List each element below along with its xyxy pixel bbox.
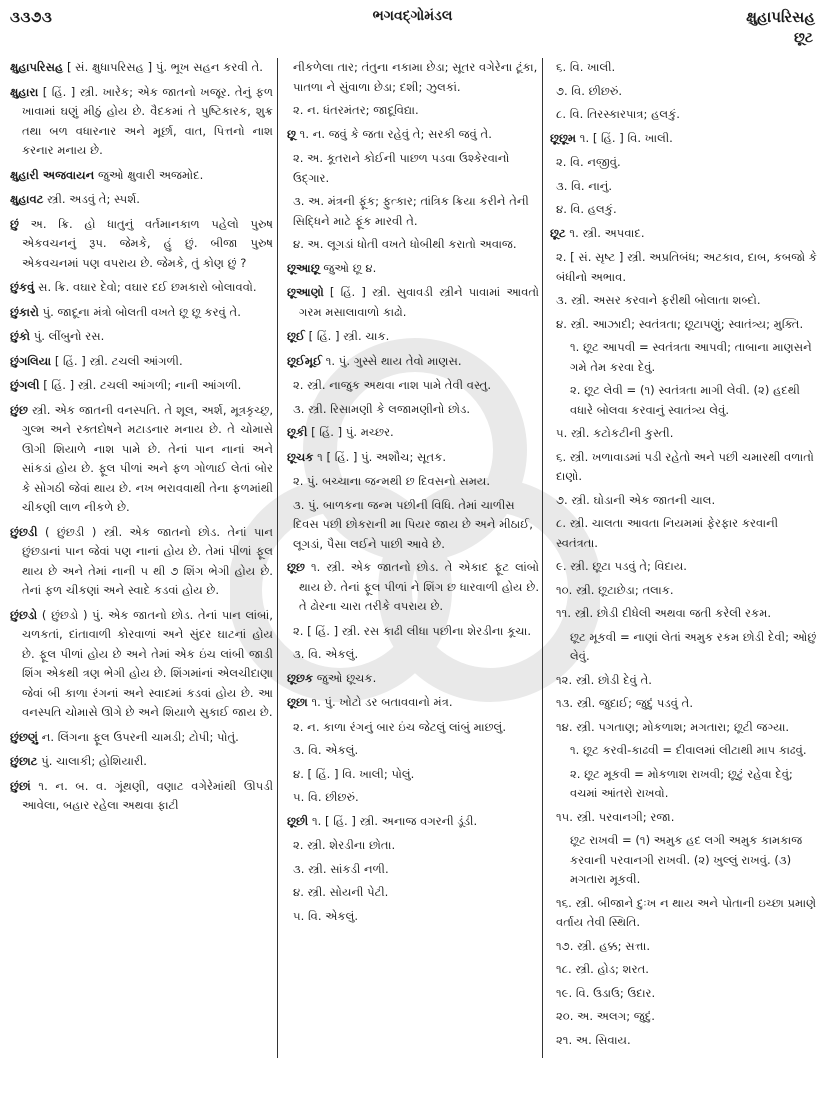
dictionary-entry bbox=[10, 352, 273, 372]
definition-text: અ. ક્રિ. હો ધાતુનું વર્તમાનકાળ પહેલો પુરુષ એકવચનનું રૂપ. જેમકે, હું છું. બીજા પુરુષ એકવચનમાં પણ વપરાય છે. જેમકે, તું કોણ છું ? bbox=[22, 216, 274, 270]
headword: ક્ષુહારી અજવાયન bbox=[10, 167, 95, 182]
definition-text: ૧. સ્ત્રી. એક જાતનો છોડ. તે એકાદ ફૂટ લાંબો થાય છે. તેનાં ફૂલ પીળાં ને શિંગ છ ધારવાળી હોય છે. તે ઢોરના ચારા તરીકે વપરાય છે. bbox=[299, 560, 539, 613]
dictionary-entry bbox=[10, 376, 273, 396]
definition-text: પું. લીંબુનો રસ. bbox=[33, 329, 105, 343]
book-title: ભગવદ્ગોમંડલ bbox=[372, 8, 453, 24]
headword: છુંછાટ bbox=[10, 754, 38, 768]
definition-text: ૫. વિ. એકલું. bbox=[293, 908, 359, 923]
sense-line bbox=[550, 315, 818, 335]
sense-line bbox=[287, 376, 539, 396]
definition-text: ૧. [ હિં. ] વિ. ખાલી. bbox=[579, 130, 673, 145]
sense-line bbox=[287, 788, 539, 808]
headword: છુંકો bbox=[10, 329, 31, 343]
definition-text: ૧. ન. જવું કે જતા રહેવું તે; સરકી જવું તે. bbox=[299, 126, 492, 141]
definition-text: [ હિં. ] સ્ત્રી. ખારેક; એક જાતનો ખજૂર. તેનું ફળ ખાવામાં ઘણું મીઠું હોય છે. વૈદકમાં તે પુષ્ટિકારક, શુક્ર તથા બળ વધારનાર અને મૂર્છા, વાત, પિત્તનો નાશ કરનાર મનાય છે. bbox=[22, 84, 274, 157]
dictionary-entry bbox=[10, 401, 273, 518]
sense-line bbox=[550, 694, 818, 714]
sense-line bbox=[550, 82, 818, 102]
headword: છૂછા bbox=[287, 695, 308, 709]
definition-text: [ હિં. ] પું. મચ્છર. bbox=[311, 425, 394, 439]
definition-text: ૨૦. અ. અલગ; જુદું. bbox=[556, 1009, 655, 1023]
definition-text: ૬. સ્ત્રી. ખળાવાડમાં પડી રહેતો અને પછી ચમારથી વળાતો દાણો. bbox=[556, 449, 814, 483]
dictionary-entry bbox=[287, 327, 539, 347]
definition-text: ૧૬. સ્ત્રી. બીજાને દુઃખ ન થાય અને પોતાની ઇચ્છા પ્રમાણે વર્તાય તેવી સ્થિતિ. bbox=[556, 895, 817, 929]
definition-text: ( છુંછડી ) સ્ત્રી. એક જાતનો છોડ. તેનાં પાન છુંછડાનાં પાન જેવાં પણ નાનાં હોય છે. તેમાં પીળાં ફૂલ થાય છે અને તેમાં નાની ૫ થી ૭ શિંગ ભેગી હોય છે. તેનાં ફળ ચીકણાં અને સ્વાદે કડવાં હોય છે. bbox=[22, 524, 274, 597]
sense-line bbox=[287, 741, 539, 761]
headword: છુંગલી bbox=[10, 378, 40, 392]
definition-text: જુઓ છૂ ૪. bbox=[323, 260, 377, 275]
idiom-line bbox=[550, 381, 818, 420]
headword: છૂછી bbox=[287, 813, 309, 828]
definition-text: [ હિં. ] સ્ત્રી. ચાક. bbox=[308, 329, 390, 343]
definition-text: જુઓ છૂચક. bbox=[316, 670, 377, 685]
headword: છૂછૂમ bbox=[550, 130, 577, 145]
definition-text: ન. લિંગના ફૂલ ઉપરની ચામડી; ટોપી; પોતું. bbox=[41, 729, 239, 744]
dictionary-entry bbox=[10, 58, 273, 78]
definition-text: ૧૦. સ્ત્રી. છૂટાછેડા; તલાક. bbox=[556, 582, 674, 597]
definition-text: ૨. છૂટ લેવી = (૧) સ્વતંત્રતા માગી લેવી. (૨) હદથી વધારે બોલવા કરવાનું સ્વાતંત્ર્ય લેવું. bbox=[570, 383, 800, 417]
idiom-line bbox=[550, 338, 818, 377]
definition-text: ૨. ન. કાળા રંગનું બાર ઇંચ જેટલું લાંબું માછલું. bbox=[293, 719, 507, 734]
guide-word-first: ક્ષુહાપરિસહ bbox=[746, 8, 815, 26]
definition-text: ૩. વિ. એકલું. bbox=[293, 647, 359, 661]
dictionary-entry bbox=[287, 669, 539, 689]
definition-text: [ હિં. ] સ્ત્રી. સુવાવડી સ્ત્રીને પાવામાં આવતો ગરમ મસાલાવાળો કાઢો. bbox=[299, 285, 540, 319]
dictionary-entry bbox=[10, 83, 273, 161]
dictionary-entry bbox=[287, 259, 539, 279]
definition-text: ૪. સ્ત્રી. સોયની પેટી. bbox=[293, 885, 389, 899]
sense-line bbox=[287, 765, 539, 785]
definition-text: ૭. સ્ત્રી. ઘોડાની એક જાતની ચાલ. bbox=[556, 492, 716, 507]
sense-line bbox=[550, 514, 818, 553]
idiom-line bbox=[550, 741, 818, 761]
sense-line bbox=[550, 581, 818, 601]
definition-text: ૧૮. સ્ત્રી. હોડ; શરત. bbox=[556, 962, 649, 976]
sense-line bbox=[550, 105, 818, 125]
headword: છૂચક bbox=[287, 449, 314, 464]
definition-text: ૩. અ. મંત્રની ફૂંક; ફુત્કાર; તાંત્રિક ક્રિયા કરીને તેની સિદ્ધિને માટે ફૂંક મારવી તે. bbox=[293, 194, 529, 228]
dictionary-entry bbox=[287, 125, 539, 145]
dictionary-entry bbox=[287, 283, 539, 322]
sense-line bbox=[287, 235, 539, 255]
headword: છૂઈ bbox=[287, 329, 305, 343]
dictionary-entry bbox=[10, 278, 273, 298]
definition-text: છૂટ રાખવી = (૧) અમુક હદ લગી અમુક કામકાજ કરવાની પરવાનગી રાખવી. (૨) ખુલ્લું રાખવું. (૩) મગતારા મૂકવી. bbox=[570, 833, 803, 886]
definition-text: ૨. અ. કૂતરાને કોઈની પાછળ પડવા ઉશ્કેરવાનો ઉદ્ગાર. bbox=[293, 151, 510, 185]
definition-text: ૩. વિ. નાનું. bbox=[556, 178, 613, 193]
definition-text: ૨. સ્ત્રી. નાજુક અથવા નાશ પામે તેવી વસ્તુ. bbox=[293, 378, 492, 392]
sense-line bbox=[550, 557, 818, 577]
sense-line bbox=[550, 200, 818, 220]
idiom-line bbox=[550, 628, 818, 667]
definition-text: ૮. સ્ત્રી. ચાલતા આવતા નિયમમાં ફેરફાર કરવાની સ્વતંત્રતા. bbox=[556, 516, 779, 550]
sense-line bbox=[287, 836, 539, 856]
definition-text: [ સં. ક્ષુધાપરિસહ ] પું. ભૂખ સહન કરવી તે. bbox=[66, 60, 263, 74]
definition-text: ૪. અ. લૂગડાં ધોતી વખતે ધોબીથી કરાતો અવાજ. bbox=[293, 237, 517, 251]
headword: છૂઆછૂ bbox=[287, 260, 320, 275]
definition-text: ૧૧. સ્ત્રી. છોડી દીધેલી અથવા જતી કરેલી રકમ. bbox=[556, 606, 772, 620]
sense-line bbox=[287, 907, 539, 927]
sense-line bbox=[550, 937, 818, 957]
definition-text: ૧૯. વિ. ઉડાઉ; ઉદાર. bbox=[556, 985, 656, 1000]
dictionary-entry bbox=[10, 190, 273, 210]
idiom-line bbox=[550, 831, 818, 890]
column-divider bbox=[277, 58, 278, 1058]
definition-text: ૧૩. સ્ત્રી. જુદાઈ; જુદું પડવું તે. bbox=[556, 696, 694, 710]
sense-line bbox=[550, 1007, 818, 1027]
dictionary-entry bbox=[550, 129, 818, 149]
sense-line bbox=[287, 622, 539, 642]
definition-text: ( છુંછડો ) પું. એક જાતનો છોડ. તેનાં પાન લાંબાં, ચળકતાં, દાંતાવાળી કોરવાળાં અને સુંદર ઘાટનાં હોય છે. ફૂલ પીળાં હોય છે અને તેમાં એક ઇંચ લાંબી જાડી શિંગ એકથી ત્રણ ભેગી હોય છે. શિંગમાંનાં એલચીદાણા જેવાં બી કાળા રંગનાં અને સ્વાદમાં કડવાં હોય છે. આ વનસ્પતિ ચોમાસે ઊગે છે અને શિયાળે સુકાઈ જાય છે. bbox=[22, 607, 273, 719]
sense-line bbox=[287, 149, 539, 188]
column-3 bbox=[550, 58, 818, 1054]
definition-text: ૨. પું. બચ્ચાના જન્મથી છ દિવસનો સમય. bbox=[293, 474, 491, 488]
sense-line bbox=[287, 192, 539, 231]
definition-text: ૨. વિ. નજીવું. bbox=[556, 155, 621, 169]
definition-text: ૧. સ્ત્રી. અપવાદ. bbox=[569, 225, 645, 240]
definition-text: ૨૧. અ. સિવાય. bbox=[556, 1032, 631, 1047]
definition-text: ૧૫. સ્ત્રી. પરવાનગી; રજા. bbox=[556, 809, 675, 824]
sense-line bbox=[550, 894, 818, 933]
headword: છૂછક bbox=[287, 670, 314, 685]
definition-text: [ હિં. ] સ્ત્રી. ટચલી આંગળી. bbox=[54, 353, 183, 368]
definition-text: ૫. વિ. છીછરું. bbox=[293, 790, 359, 804]
dictionary-entry bbox=[10, 523, 273, 601]
sense-line bbox=[287, 472, 539, 492]
sense-line bbox=[287, 645, 539, 665]
dictionary-entry bbox=[10, 327, 273, 347]
definition-text: ૩. સ્ત્રી. સાંકડી નળી. bbox=[293, 861, 389, 876]
sense-line bbox=[287, 496, 539, 555]
sense-line bbox=[550, 58, 818, 78]
dictionary-entry bbox=[287, 448, 539, 468]
sense-line bbox=[550, 153, 818, 173]
dictionary-entry bbox=[287, 693, 539, 713]
dictionary-entry bbox=[10, 606, 273, 723]
definition-text: ૧૨. સ્ત્રી. છોડી દેવું તે. bbox=[556, 672, 652, 687]
definition-text: ૧. ન. બ. વ. ગૂંથણી, વણાટ વગેરેમાંથી ઊપડી આવેલા, બહાર રહેલા અથવા ફાટી bbox=[22, 778, 274, 812]
dictionary-entry bbox=[10, 215, 273, 274]
definition-text: ૧. છૂટ આપવી = સ્વતંત્રતા આપવી; તાબાના માણસને ગમે તેમ કરવા દેવું. bbox=[570, 340, 812, 374]
page-header bbox=[0, 0, 825, 52]
dictionary-entry bbox=[287, 812, 539, 832]
definition-text: છૂટ મૂકવી = નાણાં લેતાં અમુક રકમ છોડી દેવી; ઓછું લેવું. bbox=[570, 629, 817, 663]
dictionary-entry bbox=[10, 728, 273, 748]
definition-text: ૩. પું. બાળકના જન્મ પછીની વિધિ. તેમાં ચાળીસ દિવસ પછી છોકરાની મા પિયર જાય છે અને મીઠાઈ, લૂગડાં, પૈસા લઈને પાછી આવે છે. bbox=[293, 497, 533, 551]
definition-text: ૭. વિ. છીછરું. bbox=[556, 83, 623, 98]
guide-word-last: છૂટ bbox=[794, 30, 813, 46]
definition-text: ૨. [ સં. સૃષ્ટ ] સ્ત્રી. અપ્રતિબંધ; અટકાવ, દાબ, કબજો કે બંધીનો અભાવ. bbox=[556, 250, 817, 284]
headword: છુંકવું bbox=[10, 280, 35, 294]
page-number: ૩૩૭૩ bbox=[10, 8, 53, 26]
definition-text: જુઓ ક્ષુવારી અજમોદ. bbox=[97, 167, 204, 182]
definition-text: ૩. વિ. એકલું. bbox=[293, 743, 359, 757]
sense-line bbox=[550, 984, 818, 1004]
sense-line bbox=[287, 860, 539, 880]
sense-line bbox=[550, 718, 818, 738]
definition-text: ૯. સ્ત્રી. છૂટા પડવું તે; વિદાય. bbox=[556, 559, 687, 573]
headword: છૂ bbox=[287, 126, 296, 141]
dictionary-entry bbox=[287, 558, 539, 617]
definition-text: ૨. સ્ત્રી. શેરડીના છોતા. bbox=[293, 838, 396, 852]
definition-text: ૨. છૂટ મૂકવી = મોકળાશ રાખવી; છૂટું રહેવા દેવું; વચમાં આંતરો રાખવો. bbox=[570, 766, 793, 800]
headword: છુંછડી bbox=[10, 524, 38, 539]
dictionary-entry bbox=[10, 752, 273, 772]
idiom-line bbox=[550, 765, 818, 804]
definition-text: ૧૭. સ્ત્રી. હક્ક; સત્તા. bbox=[556, 938, 651, 953]
sense-line bbox=[550, 808, 818, 828]
definition-text: ૧. પું. ખોટો ડર બતાવવાનો મંત્ર. bbox=[311, 695, 453, 709]
definition-text: ૮. વિ. તિરસ્કારપાત્ર; હલકું. bbox=[556, 107, 680, 121]
definition-text: નીકળેલા તાર; તંતુના નકામા છેડા; સૂતર વગેરેના ટૂંકા, પાતળા ને સુંવાળા છેડા; દશી; ઝુલકાં. bbox=[293, 60, 538, 94]
definition-text: ૪. [ હિં. ] વિ. ખાલી; પોલું. bbox=[293, 766, 415, 781]
definition-text: ૩. સ્ત્રી. રિસામણી કે લજામણીનો છોડ. bbox=[293, 401, 471, 416]
sense-line bbox=[550, 177, 818, 197]
column-1 bbox=[10, 58, 273, 821]
headword: છૂઈમૂઈ bbox=[287, 353, 323, 368]
sense-line bbox=[550, 1031, 818, 1051]
sense-line bbox=[287, 101, 539, 121]
sense-line bbox=[550, 248, 818, 287]
definition-text: ૪. સ્ત્રી. આઝાદી; સ્વતંત્રતા; છૂટાપણું; સ્વાતંત્ર્ય; મુક્તિ. bbox=[556, 316, 804, 331]
definition-text: [ હિં. ] સ્ત્રી. ટચલી આંગળી; નાની આંગળી. bbox=[43, 378, 242, 392]
definition-text: ૩. સ્ત્રી. અસર કરવાને ફરીથી બોલાતા શબ્દો. bbox=[556, 293, 761, 307]
headword: છુંકારો bbox=[10, 304, 39, 319]
definition-text: સ. ક્રિ. વઘાર દેવો; વઘાર દઈ છમકારો બોલાવવો. bbox=[38, 280, 257, 294]
definition-text: ૧. [ હિં. ] સ્ત્રી. અનાજ વગરની ડૂંડી. bbox=[311, 813, 478, 828]
dictionary-entry bbox=[10, 303, 273, 323]
definition-text: ૧. પું. ગુસ્સે થાય તેવો માણસ. bbox=[325, 353, 462, 368]
sense-line bbox=[550, 424, 818, 444]
sense-line bbox=[550, 448, 818, 487]
definition-text: સ્ત્રી. અડવું તે; સ્પર્શ. bbox=[47, 192, 140, 206]
definition-text: ૧ [ હિં. ] પું. અશૌચ; સૂતક. bbox=[317, 449, 447, 464]
headword: છૂઆણો bbox=[287, 285, 324, 299]
definition-text: ૧. છૂટ કરવી-કાઢવી = દીવાલમાં લીટાથી માપ કાઢવું. bbox=[570, 743, 807, 757]
headword: ક્ષુહાપરિસહ bbox=[10, 60, 64, 74]
dictionary-entry bbox=[10, 166, 273, 186]
headword: છુંગલિયા bbox=[10, 353, 52, 368]
headword: છુંછડો bbox=[10, 607, 38, 622]
dictionary-entry bbox=[10, 777, 273, 816]
headword: ક્ષુહારા bbox=[10, 84, 39, 99]
definition-text: પું. જાદૂના મંત્રો બોલતી વખતે છૂ છૂ કરવું તે. bbox=[42, 304, 241, 319]
sense-line bbox=[550, 491, 818, 511]
definition-text: ૨. [ હિં. ] સ્ત્રી. રસ કાઢી લીધા પછીના શેરડીના કૂચા. bbox=[293, 623, 532, 638]
headword: ક્ષુહાવટ bbox=[10, 192, 44, 206]
headword: છુંછણું bbox=[10, 729, 39, 744]
sense-line bbox=[287, 400, 539, 420]
headword: છુંછ bbox=[10, 402, 28, 417]
definition-text: પું. ચાલાકી; હોશિયારી. bbox=[41, 754, 147, 768]
column-divider bbox=[542, 58, 543, 1058]
sense-line bbox=[287, 718, 539, 738]
column-2 bbox=[287, 58, 539, 930]
sense-line bbox=[550, 960, 818, 980]
headword: છુંછાં bbox=[10, 778, 31, 793]
sense-line bbox=[550, 604, 818, 624]
headword: છૂકી bbox=[287, 425, 308, 439]
sense-line bbox=[550, 671, 818, 691]
sense-line bbox=[287, 883, 539, 903]
headword: છું bbox=[10, 216, 19, 231]
definition-text: ૫. સ્ત્રી. કટોકટીની કુસ્તી. bbox=[556, 426, 674, 440]
definition-text: ૪. વિ. હલકું. bbox=[556, 202, 617, 216]
definition-text: ૧૪. સ્ત્રી. પગતાણ; મોકળાશ; મગતારા; છૂટી જગ્યા. bbox=[556, 719, 790, 734]
sense-line bbox=[287, 58, 539, 97]
dictionary-entry bbox=[287, 352, 539, 372]
headword: છૂછ bbox=[287, 560, 305, 574]
headword: છૂટ bbox=[550, 225, 566, 240]
dictionary-entry bbox=[550, 224, 818, 244]
sense-line bbox=[550, 291, 818, 311]
definition-text: ૬. વિ. ખાલી. bbox=[556, 60, 616, 74]
dictionary-entry bbox=[287, 423, 539, 443]
definition-text: ૨. ન. ધંતરમંતર; જાદૂવિદ્યા. bbox=[293, 103, 419, 117]
definition-text: સ્ત્રી. એક જાતની વનસ્પતિ. તે શૂલ, અર્શ, મૂત્રકૃચ્છ્ર, ગુલ્મ અને રક્તદોષને મટાડનાર મનાય છે. તે ચોમાસે ઊગી શિયાળે નાશ પામે છે. તેનાં પાન નાનાં અને સાંકડાં હોય છે. ફૂલ પીળાં અને ફળ ગોળાઈ લેતાં બોર કે સોગઠી જેવાં થાય છે. નખ ભરાવવાથી તેના ફળમાંથી ચીકણી લાળ નીકળે છે. bbox=[22, 402, 274, 514]
